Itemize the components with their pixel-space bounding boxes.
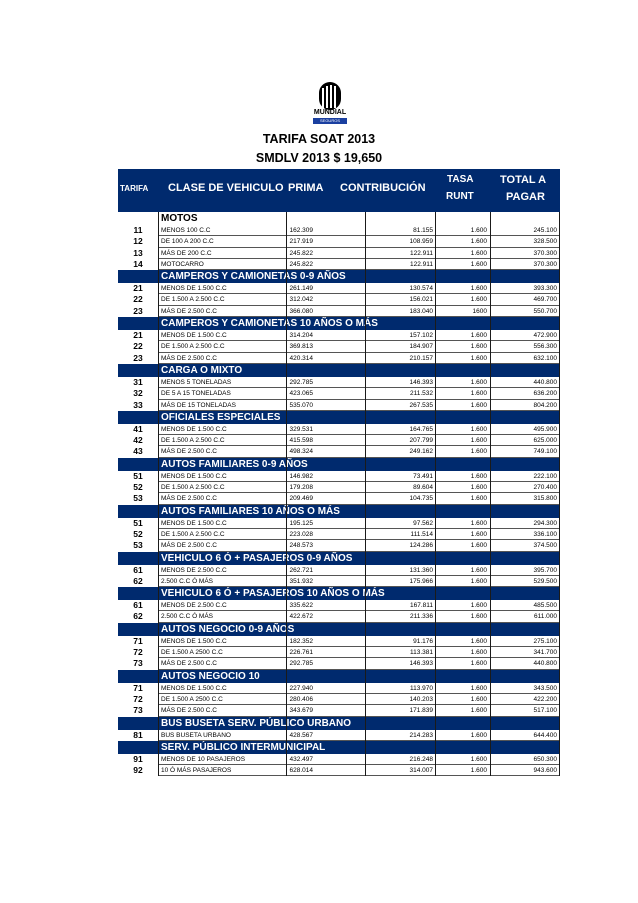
tarifa-code: 73 (133, 705, 143, 716)
tarifa-code: 21 (133, 283, 143, 294)
tarifa-code: 62 (133, 575, 143, 586)
total-value: 550.700 (533, 307, 557, 315)
tarifa-code: 92 (133, 765, 143, 776)
table-row (118, 306, 560, 317)
prima-value: 312.042 (289, 296, 313, 304)
prima-value: 179.208 (289, 484, 313, 492)
tarifa-code: 32 (133, 388, 143, 399)
vehicle-class: MÁS DE 2.500 C.C (161, 542, 217, 550)
tarifa-code: 11 (133, 225, 143, 235)
tarifa-code: 73 (133, 658, 143, 669)
header-runt: RUNT (446, 191, 474, 202)
contribucion-value: 171.839 (409, 707, 433, 715)
tasa-runt-value: 1600 (472, 307, 487, 315)
total-value: 245.100 (533, 227, 557, 234)
contribucion-value: 216.248 (409, 755, 433, 763)
table-row (118, 518, 560, 529)
tasa-runt-value: 1.600 (470, 260, 487, 268)
header-prima: PRIMA (288, 182, 324, 194)
tarifa-code: 81 (133, 729, 143, 740)
tarifa-code: 52 (133, 482, 143, 493)
vehicle-class: MENOS DE 1.500 C.C (161, 637, 227, 645)
table-row (118, 446, 560, 457)
tasa-runt-value: 1.600 (470, 484, 487, 492)
tariff-table (118, 212, 560, 776)
prima-value: 335.622 (289, 602, 313, 610)
prima-value: 422.672 (289, 613, 313, 621)
contribucion-value: 183.040 (409, 307, 433, 315)
table-row (118, 424, 560, 435)
vehicle-class: MÁS DE 2.500 C.C (161, 354, 217, 362)
vehicle-class: MENOS 100 C.C (161, 227, 211, 234)
row-divider (158, 622, 560, 623)
tasa-runt-value: 1.600 (470, 660, 487, 668)
total-value: 804.200 (533, 401, 557, 409)
prima-value: 423.065 (289, 390, 313, 398)
section-header: CAMPEROS Y CAMIONETAS 10 AÑOS O MÁS (118, 317, 560, 330)
tarifa-code: 23 (133, 305, 143, 316)
table-row (118, 529, 560, 540)
tarifa-code: 22 (133, 294, 143, 305)
section-header: CAMPEROS Y CAMIONETAS 0-9 AÑOS (118, 270, 560, 283)
header-total: TOTAL A (500, 174, 547, 186)
column-divider (435, 212, 436, 776)
contribucion-value: 73.491 (413, 472, 433, 480)
tasa-runt-value: 1.600 (470, 767, 487, 775)
tarifa-code: 13 (133, 247, 143, 258)
total-value: 611.000 (533, 613, 557, 621)
table-row (118, 283, 560, 294)
section-header: OFICIALES ESPECIALES (118, 411, 560, 424)
prima-value: 146.982 (289, 472, 313, 480)
row-divider (158, 269, 560, 270)
tasa-runt-value: 1.600 (470, 343, 487, 351)
prima-value: 628.014 (289, 767, 313, 775)
page-subtitle: SMDLV 2013 $ 19,650 (255, 151, 383, 165)
vehicle-class: MENOS DE 1.500 C.C (161, 519, 227, 527)
table-row (118, 600, 560, 611)
tasa-runt-value: 1.600 (470, 249, 487, 257)
table-row (118, 540, 560, 551)
tasa-runt-value: 1.600 (470, 238, 487, 246)
header-tarifa: TARIFA (120, 184, 149, 193)
prima-value: 498.324 (289, 448, 313, 456)
prima-value: 227.940 (289, 684, 313, 692)
table-row (118, 636, 560, 647)
total-value: 341.700 (533, 649, 557, 657)
row-divider (158, 716, 560, 717)
tasa-runt-value: 1.600 (470, 695, 487, 703)
row-divider (158, 457, 560, 458)
tasa-runt-value: 1.600 (470, 519, 487, 527)
section-header: VEHICULO 6 Ó + PASAJEROS 10 AÑOS O MÁS (118, 587, 560, 600)
contribucion-value: 108.959 (409, 238, 433, 246)
tarifa-code: 61 (133, 564, 143, 575)
vehicle-class: MÁS DE 2.500 C.C (161, 660, 217, 668)
vehicle-class: DE 1.500 A 2500 C.C (161, 649, 223, 657)
prima-value: 432.497 (289, 755, 313, 763)
tarifa-code: 71 (133, 682, 143, 693)
prima-value: 261.149 (289, 285, 313, 293)
prima-value: 245.822 (289, 249, 313, 257)
tarifa-code: 71 (133, 635, 143, 646)
total-value: 469.700 (533, 296, 557, 304)
total-value: 343.500 (533, 684, 557, 692)
vehicle-class: MÁS DE 200 C.C (161, 249, 212, 257)
tasa-runt-value: 1.600 (470, 707, 487, 715)
total-value: 529.500 (533, 577, 557, 585)
header-tasa: TASA (447, 174, 474, 185)
vehicle-class: MÁS DE 2.500 C.C (161, 495, 217, 503)
contribucion-value: 140.203 (409, 695, 433, 703)
prima-value: 223.028 (289, 530, 313, 538)
logo-name: MUNDIAL (313, 109, 347, 116)
vehicle-class: 2.500 C.C Ó MÁS (161, 613, 214, 621)
prima-value: 369.813 (289, 343, 313, 351)
contribucion-value: 156.021 (409, 296, 433, 304)
contribucion-value: 164.765 (409, 425, 433, 433)
total-value: 440.800 (533, 378, 557, 386)
table-row (118, 225, 560, 236)
row-divider (158, 775, 560, 776)
total-value: 650.300 (533, 755, 557, 763)
prima-value: 217.919 (289, 238, 313, 246)
prima-value: 415.598 (289, 437, 313, 445)
prima-value: 195.125 (289, 519, 313, 527)
contribucion-value: 314.007 (409, 767, 433, 775)
column-divider (559, 212, 560, 776)
contribucion-value: 122.911 (409, 260, 433, 268)
vehicle-class: MÁS DE 2.500 C.C (161, 307, 217, 315)
tasa-runt-value: 1.600 (470, 425, 487, 433)
total-value: 440.800 (533, 660, 557, 668)
row-divider (158, 316, 560, 317)
total-value: 495.900 (533, 425, 557, 433)
contribucion-value: 91.176 (413, 637, 433, 645)
prima-value: 420.314 (289, 354, 313, 362)
prima-value: 329.531 (289, 425, 313, 433)
row-divider (158, 586, 560, 587)
total-value: 943.600 (533, 767, 557, 775)
total-value: 472.900 (533, 332, 557, 340)
tasa-runt-value: 1.600 (470, 227, 487, 234)
contribucion-value: 207.799 (409, 437, 433, 445)
contribucion-value: 167.811 (409, 602, 433, 610)
table-row (118, 658, 560, 669)
total-value: 370.300 (533, 260, 557, 268)
total-value: 374.500 (533, 542, 557, 550)
section-header: MOTOS (161, 213, 198, 224)
contribucion-value: 184.907 (409, 343, 433, 351)
prima-value: 292.785 (289, 378, 313, 386)
table-row (118, 647, 560, 658)
column-divider (158, 212, 159, 776)
vehicle-class: MENOS DE 2.500 C.C (161, 602, 227, 610)
total-value: 636.200 (533, 390, 557, 398)
tasa-runt-value: 1.600 (470, 542, 487, 550)
row-divider (158, 669, 560, 670)
table-row (118, 377, 560, 388)
tasa-runt-value: 1.600 (470, 285, 487, 293)
tarifa-code: 51 (133, 517, 143, 528)
table-row (118, 765, 560, 776)
vehicle-class: DE 1.500 A 2.500 C.C (161, 484, 225, 492)
vehicle-class: MÁS DE 2.500 C.C (161, 448, 217, 456)
contribucion-value: 89.604 (413, 484, 433, 492)
table-row (118, 341, 560, 352)
total-value: 270.400 (533, 484, 557, 492)
tarifa-code: 61 (133, 600, 143, 611)
tarifa-code: 51 (133, 470, 143, 481)
contribucion-value: 175.966 (409, 577, 433, 585)
table-row (118, 611, 560, 622)
contribucion-value: 211.532 (409, 390, 433, 398)
prima-value: 245.822 (289, 260, 313, 268)
contribucion-value: 214.283 (409, 731, 433, 739)
total-value: 393.300 (533, 285, 557, 293)
contribucion-value: 210.157 (409, 354, 433, 362)
tarifa-code: 31 (133, 376, 143, 387)
section-header: CARGA O MIXTO (118, 364, 560, 377)
prima-value: 351.932 (289, 577, 313, 585)
contribucion-value: 130.574 (409, 285, 433, 293)
vehicle-class: DE 1.500 A 2500 C.C (161, 695, 223, 703)
table-row (118, 248, 560, 259)
vehicle-class: 2.500 C.C Ó MÁS (161, 577, 214, 585)
total-value: 485.500 (533, 602, 557, 610)
prima-value: 366.080 (289, 307, 313, 315)
tarifa-code: 33 (133, 399, 143, 410)
prima-value: 209.469 (289, 495, 313, 503)
tasa-runt-value: 1.600 (470, 649, 487, 657)
total-value: 328.500 (533, 238, 557, 246)
prima-value: 428.567 (289, 731, 313, 739)
contribucion-value: 124.286 (409, 542, 433, 550)
total-value: 315.800 (533, 495, 557, 503)
tarifa-code: 62 (133, 611, 143, 622)
total-value: 275.100 (533, 637, 557, 645)
total-value: 370.300 (533, 249, 557, 257)
row-divider (158, 410, 560, 411)
column-divider (490, 212, 491, 776)
total-value: 395.700 (533, 566, 557, 574)
vehicle-class: MENOS DE 2.500 C.C (161, 566, 227, 574)
table-row (118, 683, 560, 694)
header-pagar: PAGAR (506, 191, 545, 203)
tarifa-code: 53 (133, 493, 143, 504)
tasa-runt-value: 1.600 (470, 637, 487, 645)
vehicle-class: DE 1.500 A 2.500 C.C (161, 530, 225, 538)
tasa-runt-value: 1.600 (470, 602, 487, 610)
tasa-runt-value: 1.600 (470, 332, 487, 340)
table-row (118, 482, 560, 493)
section-header: BUS BUSETA SERV. PÚBLICO URBANO (118, 717, 560, 730)
tasa-runt-value: 1.600 (470, 530, 487, 538)
tasa-runt-value: 1.600 (470, 684, 487, 692)
column-divider (286, 212, 287, 776)
total-value: 644.400 (533, 731, 557, 739)
section-header: AUTOS NEGOCIO 10 (118, 670, 560, 683)
tasa-runt-value: 1.600 (470, 437, 487, 445)
tarifa-code: 41 (133, 423, 143, 434)
logo-tagline: SEGUROS (319, 118, 340, 123)
tasa-runt-value: 1.600 (470, 731, 487, 739)
header-clase: CLASE DE VEHICULO (168, 182, 284, 194)
total-value: 749.100 (533, 448, 557, 456)
contribucion-value: 97.562 (413, 519, 433, 527)
column-divider (365, 212, 366, 776)
tarifa-code: 53 (133, 540, 143, 551)
vehicle-class: MENOS DE 1.500 C.C (161, 684, 227, 692)
table-row (118, 400, 560, 411)
table-row (118, 294, 560, 305)
table-row (118, 259, 560, 270)
tarifa-code: 52 (133, 528, 143, 539)
total-value: 222.100 (533, 472, 557, 480)
vehicle-class: MENOS DE 1.500 C.C (161, 285, 227, 293)
section-header: AUTOS FAMILIARES 10 AÑOS O MÁS (118, 505, 560, 518)
prima-value: 248.573 (289, 542, 313, 550)
total-value: 556.300 (533, 343, 557, 351)
vehicle-class: DE 1.500 A 2.500 C.C (161, 343, 225, 351)
section-header: SERV. PÚBLICO INTERMUNICIPAL (118, 741, 560, 754)
tasa-runt-value: 1.600 (470, 390, 487, 398)
tarifa-code: 21 (133, 330, 143, 341)
vehicle-class: MENOS DE 10 PASAJEROS (161, 755, 246, 763)
row-divider (158, 740, 560, 741)
contribucion-value: 146.393 (409, 660, 433, 668)
tarifa-code: 23 (133, 352, 143, 363)
total-value: 625.000 (533, 437, 557, 445)
prima-value: 292.785 (289, 660, 313, 668)
row-divider (158, 363, 560, 364)
section-header: AUTOS NEGOCIO 0-9 AÑOS (118, 623, 560, 636)
vehicle-class: MÁS DE 15 TONELADAS (161, 401, 236, 409)
prima-value: 314.204 (289, 332, 313, 340)
total-value: 517.100 (533, 707, 557, 715)
tasa-runt-value: 1.600 (470, 378, 487, 386)
tasa-runt-value: 1.600 (470, 472, 487, 480)
tarifa-code: 91 (133, 753, 143, 764)
vehicle-class: DE 1.500 A 2.500 C.C (161, 437, 225, 445)
vehicle-class: BUS BUSETA URBANO (161, 731, 231, 739)
contribucion-value: 111.514 (410, 530, 433, 538)
table-row (118, 388, 560, 399)
tasa-runt-value: 1.600 (470, 495, 487, 503)
prima-value: 162.309 (289, 227, 313, 234)
prima-value: 226.761 (289, 649, 313, 657)
tasa-runt-value: 1.600 (470, 577, 487, 585)
table-row (118, 330, 560, 341)
vehicle-class: MENOS DE 1.500 C.C (161, 332, 227, 340)
header-contribucion: CONTRIBUCIÓN (340, 182, 426, 194)
vehicle-class: MENOS DE 1.500 C.C (161, 425, 227, 433)
vehicle-class: MENOS DE 1.500 C.C (161, 472, 227, 480)
tarifa-code: 43 (133, 446, 143, 457)
vehicle-class: MENOS 5 TONELADAS (161, 378, 232, 386)
contribucion-value: 113.381 (409, 649, 433, 657)
row-divider (158, 504, 560, 505)
tasa-runt-value: 1.600 (470, 755, 487, 763)
prima-value: 343.679 (289, 707, 313, 715)
prima-value: 182.352 (289, 637, 313, 645)
tasa-runt-value: 1.600 (470, 448, 487, 456)
contribucion-value: 81.155 (413, 227, 433, 234)
table-row (118, 705, 560, 716)
contribucion-value: 249.162 (409, 448, 433, 456)
vehicle-class: DE 1.500 A 2.500 C.C (161, 296, 225, 304)
prima-value: 280.406 (289, 695, 313, 703)
contribucion-value: 146.393 (409, 378, 433, 386)
total-value: 632.100 (533, 354, 557, 362)
tarifa-code: 22 (133, 341, 143, 352)
total-value: 422.200 (533, 695, 557, 703)
tarifa-code: 14 (133, 258, 143, 269)
contribucion-value: 104.735 (409, 495, 433, 503)
tarifa-code: 72 (133, 647, 143, 658)
contribucion-value: 267.535 (409, 401, 433, 409)
table-row (118, 471, 560, 482)
tarifa-code: 72 (133, 693, 143, 704)
table-row (118, 576, 560, 587)
row-divider (158, 551, 560, 552)
vehicle-class: DE 5 A 15 TONELADAS (161, 390, 231, 398)
table-row (118, 435, 560, 446)
section-header: AUTOS FAMILIARES 0-9 AÑOS (118, 458, 560, 471)
tasa-runt-value: 1.600 (470, 613, 487, 621)
company-logo (305, 80, 355, 130)
tarifa-code: 42 (133, 435, 143, 446)
table-row (118, 565, 560, 576)
vehicle-class: DE 100 A 200 C.C (161, 238, 214, 246)
tasa-runt-value: 1.600 (470, 354, 487, 362)
contribucion-value: 131.360 (409, 566, 433, 574)
page-title: TARIFA SOAT 2013 (262, 132, 376, 146)
prima-value: 262.721 (289, 566, 313, 574)
contribucion-value: 211.336 (409, 613, 433, 621)
total-value: 294.300 (533, 519, 557, 527)
total-value: 336.100 (533, 530, 557, 538)
table-row (118, 493, 560, 504)
table-row (118, 754, 560, 765)
table-row (118, 730, 560, 741)
contribucion-value: 122.911 (409, 249, 433, 257)
tasa-runt-value: 1.600 (470, 566, 487, 574)
table-header (118, 169, 560, 212)
vehicle-class: MOTOCARRO (161, 260, 204, 268)
table-row (118, 353, 560, 364)
vehicle-class: MÁS DE 2.500 C.C (161, 707, 217, 715)
prima-value: 535.070 (289, 401, 313, 409)
tasa-runt-value: 1.600 (470, 401, 487, 409)
tasa-runt-value: 1.600 (470, 296, 487, 304)
vehicle-class: 10 Ó MÁS PASAJEROS (161, 767, 232, 775)
table-row (118, 236, 560, 247)
section-header: VEHICULO 6 Ó + PASAJEROS 0-9 AÑOS (118, 552, 560, 565)
tarifa-code: 12 (133, 236, 143, 247)
contribucion-value: 157.102 (409, 332, 433, 340)
contribucion-value: 113.970 (409, 684, 433, 692)
table-row (118, 694, 560, 705)
